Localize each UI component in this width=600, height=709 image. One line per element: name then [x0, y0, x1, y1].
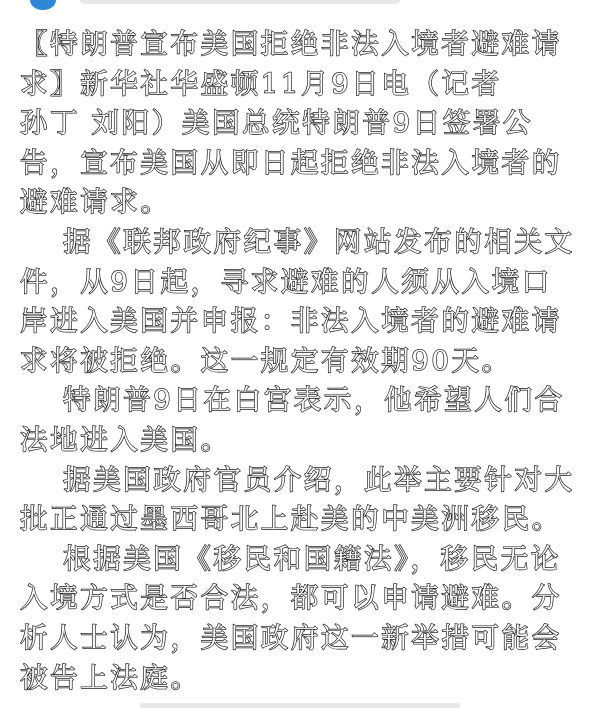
article-line: 入境方式是否合法，都可以申请避难。分 [20, 582, 562, 615]
cropped-header-text [80, 0, 400, 4]
article-line: 求〗新华社华盛顿11月9日电（记者 [20, 67, 502, 100]
article-line: 〖特朗普宣布美国拒绝非法入境者避难请 [20, 28, 562, 60]
article-line: 析人士认为，美国政府这一新举措可能会 [20, 621, 562, 654]
article-line: 求将被拒绝。这一规定有效期90天。 [20, 344, 512, 377]
article-body [0, 25, 600, 698]
cropped-footer-text [140, 703, 460, 708]
article-line: 批正通过墨西哥北上赴美的中美洲移民。 [20, 503, 562, 536]
article-line: 被告上法庭。 [20, 661, 201, 694]
article-line: 避难请求。 [20, 186, 171, 219]
article-line: 据《联邦政府纪事》网站发布的相关文 [63, 225, 575, 258]
article-line: 特朗普9日在白宫表示，他希望人们合 [63, 384, 565, 417]
article-line: 据美国政府官员介绍，此举主要针对大 [63, 463, 575, 496]
article-line: 件，从9日起，寻求避难的人须从入境口 [20, 265, 552, 298]
article-line: 告，宣布美国从即日起拒绝非法入境者的 [20, 146, 562, 179]
article-line: 根据美国《移民和国籍法》，移民无论 [63, 542, 561, 575]
article-line: 法地进入美国。 [20, 423, 231, 456]
article-line: 孙丁 刘阳）美国总统特朗普9日签署公 [20, 107, 534, 140]
cropped-bottom-bar [0, 700, 600, 709]
article-line: 岸进入美国并申报：非法入境者的避难请 [20, 305, 562, 338]
cropped-top-bar [0, 0, 600, 16]
app-logo-icon [30, 0, 56, 10]
